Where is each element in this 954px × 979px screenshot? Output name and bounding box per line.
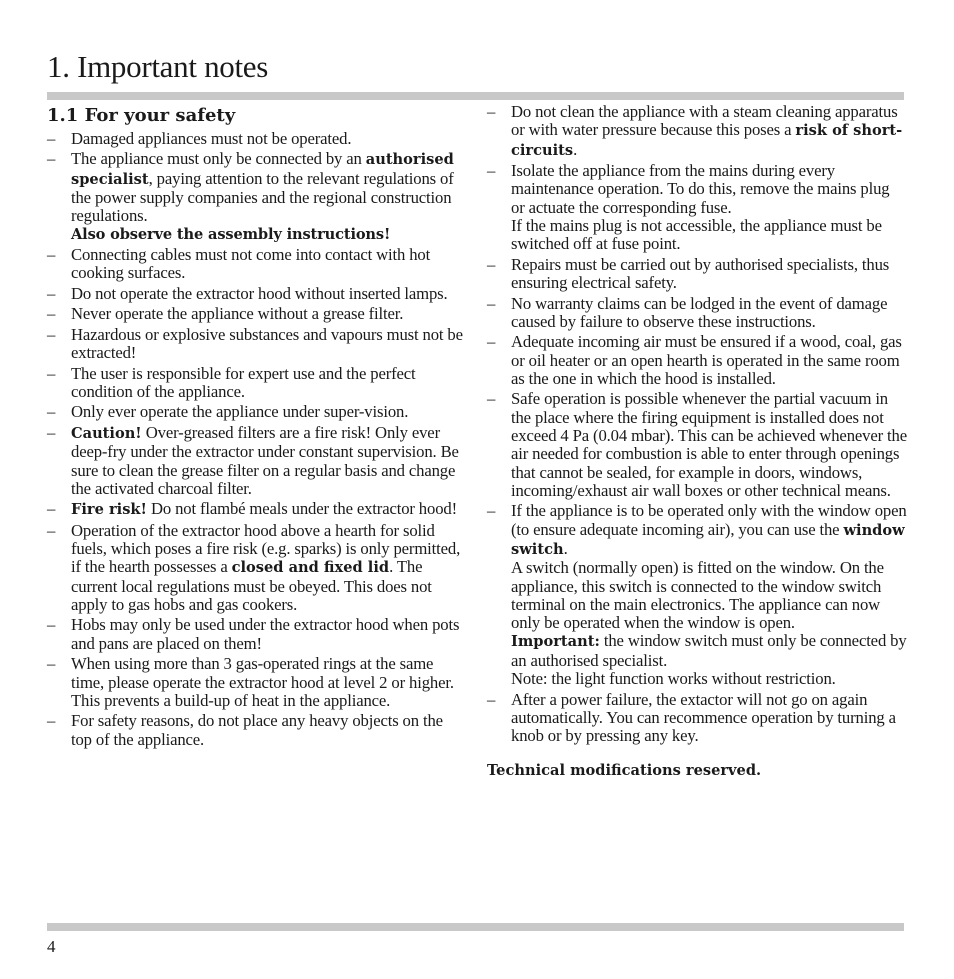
item-text: Damaged appliances must not be operated.: [71, 129, 352, 148]
list-item: [47, 712, 467, 749]
list-item: [47, 424, 467, 498]
list-item: [47, 403, 467, 421]
list-item: [487, 333, 907, 388]
page-number: 4: [47, 937, 56, 956]
list-item: [47, 305, 467, 323]
emphasis-text: risk of short-circuits: [511, 122, 903, 159]
header-divider: [47, 92, 904, 100]
item-text: Operation of the extractor hood above a hearth for solid fuels, which poses a fire risk (e.g. sparks) is only permitted, if the hearth possesses a: [71, 520, 461, 577]
item-text: The user is responsible for expert use and the perfect condition of the appliance.: [71, 363, 416, 401]
item-text: . The current local regulations must be obeyed. This does not apply to gas hobs and gas cookers.: [71, 557, 432, 614]
item-text: Do not operate the extractor hood without inserted lamps.: [71, 283, 448, 303]
item-text: Do not clean the appliance with a steam cleaning apparatus or with water pressure because this poses a: [511, 102, 898, 140]
item-text: For safety reasons, do not place any heavy objects on the top of the appliance.: [71, 711, 443, 749]
list-item: [47, 246, 467, 283]
page-title: 1. Important notes: [47, 49, 269, 84]
list-item: [487, 502, 907, 688]
list-item: [487, 295, 907, 332]
item-paragraph: Note: the light function works without restriction.: [511, 669, 836, 689]
item-text: Isolate the appliance from the mains during every maintenance operation. To do this, remove the mains plug or actuate the corresponding fuse.: [511, 161, 890, 217]
list-item: [47, 130, 467, 148]
important-label: Important:: [511, 633, 600, 651]
assembly-note: Also observe the assembly instructions!: [71, 225, 391, 243]
item-text: the window switch must only be connected by an authorised specialist.: [511, 631, 907, 670]
list-item: [487, 103, 907, 160]
item-text: , paying attention to the relevant regulations of the power supply companies and the regional construction regulations.: [71, 168, 454, 226]
list-item: [47, 326, 467, 363]
footer-divider: [47, 923, 904, 931]
item-text: Over-greased filters are a fire risk! Only ever deep-fry under the extractor under constant supervision. Be sure to clean the grease filter on a regular basis and change the activated charcoal filter.: [71, 422, 459, 498]
fire-risk-label: Fire risk!: [71, 501, 147, 519]
list-item: [487, 390, 907, 500]
safety-list-left: [47, 130, 467, 749]
item-text: After a power failure, the extactor will not go on again automatically. You can recommence operation by turning a knob or by pressing any key.: [511, 689, 896, 746]
emphasis-text: authorised specialist: [71, 151, 454, 188]
item-text: No warranty claims can be lodged in the event of damage caused by failure to observe these instructions.: [511, 293, 888, 331]
item-paragraph: A switch (normally open) is fitted on the window. On the appliance, this switch is connected to the window switch terminal on the main electronics. The appliance can now only be operated when the window is open.: [511, 558, 884, 633]
left-column: [47, 103, 467, 751]
item-text: If the appliance is to be operated only with the window open (to ensure adequate incoming air), you can use the: [511, 501, 907, 539]
list-item: [47, 522, 467, 614]
technical-modifications-note: Technical modifications reserved.: [487, 761, 762, 779]
item-paragraph: If the mains plug is not accessible, the appliance must be switched off at fuse point.: [511, 215, 882, 254]
item-text: Adequate incoming air must be ensured if a wood, coal, gas or oil heater or an open hearth is operated in the same room as the one in which the hood is installed.: [511, 332, 902, 388]
item-text: .: [563, 538, 568, 558]
item-text: Never operate the appliance without a grease filter.: [71, 304, 404, 324]
item-paragraph: [511, 632, 907, 670]
list-item: [487, 162, 907, 253]
item-text: Hazardous or explosive substances and vapours must not be extracted!: [71, 324, 463, 363]
list-item: [47, 500, 467, 519]
item-text: Safe operation is possible whenever the partial vacuum in the place where the firing equipment is installed does not exceed 4 Pa (0.04 mbar). This can be achieved whenever the air needed for combustion is able to enter through openings that cannot be sealed, for example in doors, windows, incoming/exhaust air wall boxes or other technical means.: [511, 389, 907, 500]
item-text: Repairs must be carried out by authorised specialists, thus ensuring electrical safety.: [511, 254, 890, 293]
right-column: [487, 103, 907, 780]
safety-list-right: [487, 103, 907, 745]
list-item: [47, 150, 467, 243]
item-text: Only ever operate the appliance under super-vision.: [71, 402, 409, 422]
item-text: When using more than 3 gas-operated rings at the same time, please operate the extractor hood at level 2 or higher. This prevents a build-up of heat in the appliance.: [71, 654, 454, 710]
item-text: .: [573, 139, 578, 159]
item-text: The appliance must only be connected by an: [71, 149, 366, 169]
caution-label: Caution!: [71, 424, 142, 442]
list-item: [487, 256, 907, 293]
emphasis-text: window switch: [511, 521, 905, 558]
emphasis-text: closed and fixed lid: [231, 559, 390, 577]
item-text: Hobs may only be used under the extractor hood when pots and pans are placed on them!: [71, 615, 460, 653]
list-item: [47, 616, 467, 653]
item-text: Do not flambé meals under the extractor hood!: [146, 499, 457, 519]
section-heading: 1.1 For your safety: [47, 105, 236, 126]
list-item: [47, 365, 467, 402]
item-text: Connecting cables must not come into contact with hot cooking surfaces.: [71, 245, 431, 283]
list-item: [487, 691, 907, 746]
list-item: [47, 655, 467, 710]
list-item: [47, 285, 467, 303]
